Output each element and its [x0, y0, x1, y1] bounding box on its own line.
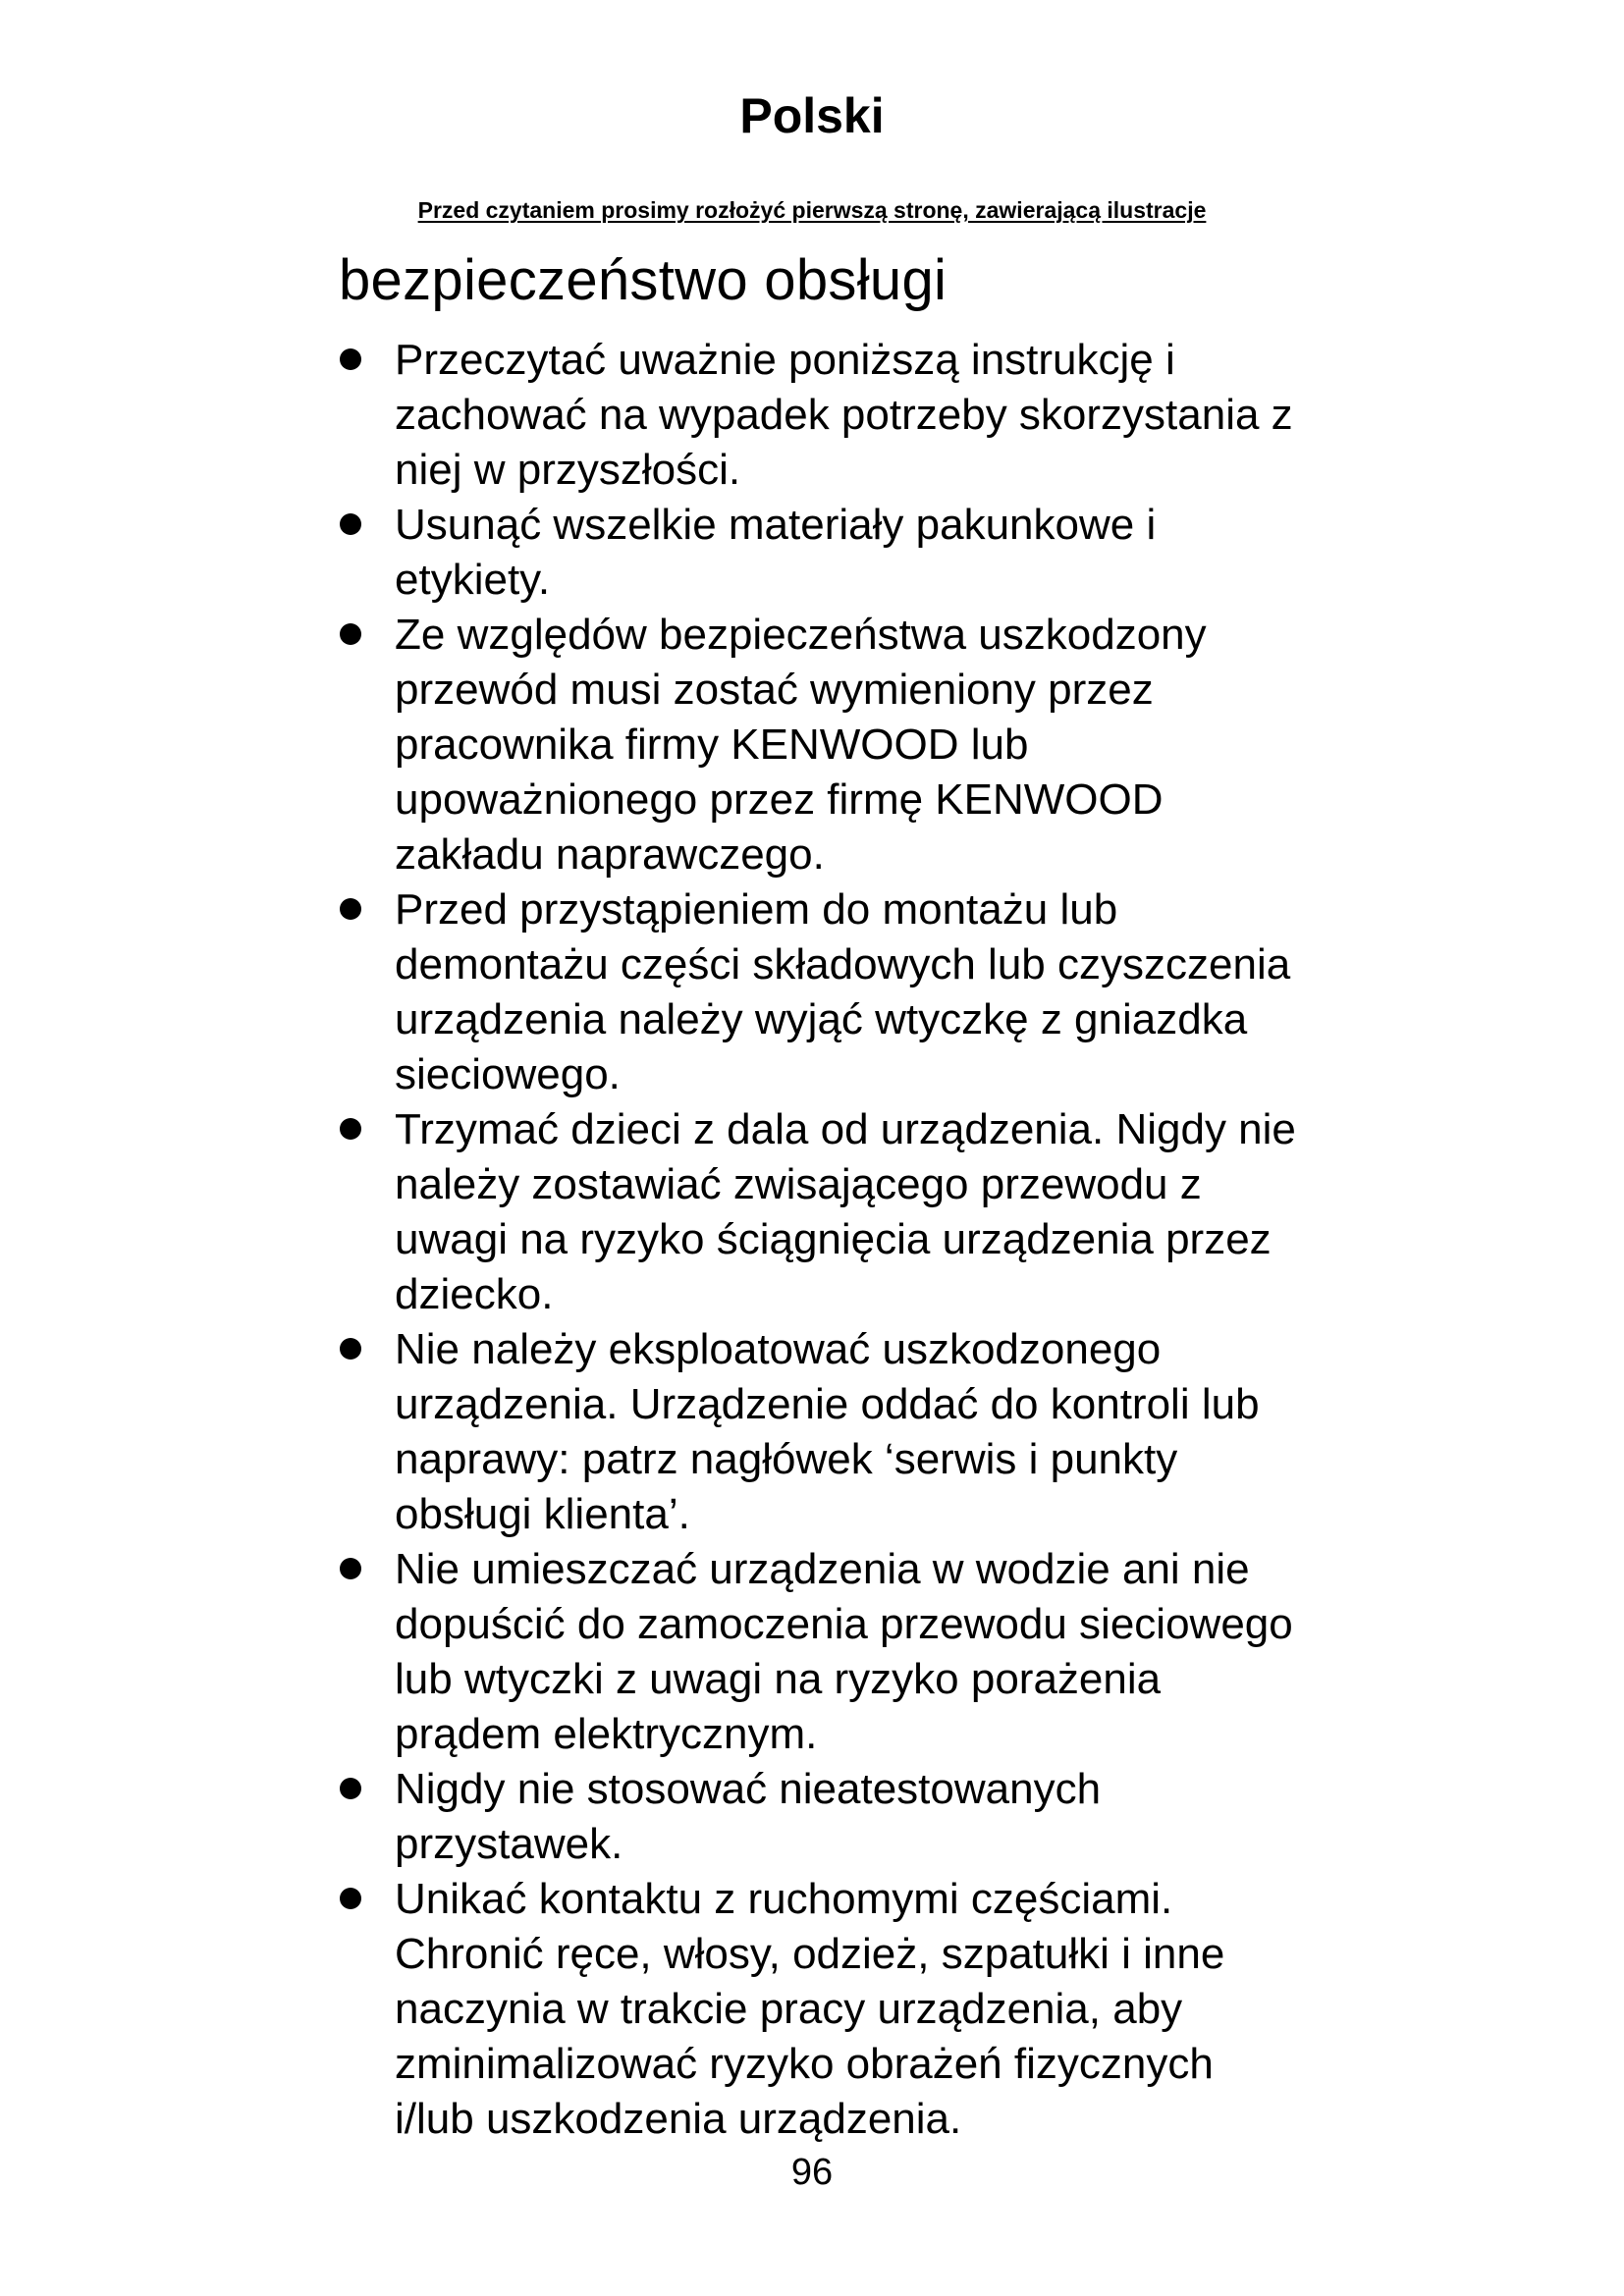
- page-language-heading: Polski: [739, 88, 885, 143]
- bullet-icon: [340, 623, 361, 645]
- list-item-text: Usunąć wszelkie materiały pakunkowe i etykiety.: [395, 501, 1157, 604]
- list-item-text: Przed przystąpieniem do montażu lub demontażu części składowych lub czyszczenia urządzenia należy wyjąć wtyczkę z gniazdka sieciowego.: [395, 885, 1291, 1098]
- section-title: bezpieczeństwo obsługi: [339, 248, 947, 312]
- bullet-icon: [340, 898, 361, 920]
- list-item: [0, 1322, 1298, 1542]
- list-item: [0, 1872, 1298, 2147]
- bullet-icon: [340, 513, 361, 535]
- list-item-text: Nigdy nie stosować nieatestowanych przystawek.: [395, 1765, 1102, 1868]
- list-item-text: Trzymać dzieci z dala od urządzenia. Nigdy nie należy zostawiać zwisającego przewodu z uwagi na ryzyko ściągnięcia urządzenia przez dziecko.: [395, 1105, 1296, 1318]
- bullet-icon: [340, 348, 361, 370]
- list-item: [0, 333, 1298, 498]
- bullet-icon: [340, 1888, 361, 1909]
- list-item-text: Przeczytać uważnie poniższą instrukcję i zachować na wypadek potrzeby skorzystania z niej w przyszłości.: [395, 336, 1293, 494]
- list-item: [0, 498, 1298, 608]
- list-item: [0, 1102, 1298, 1322]
- bullet-icon: [340, 1338, 361, 1360]
- bullet-icon: [340, 1558, 361, 1579]
- bullet-icon: [340, 1778, 361, 1799]
- page-number: 96: [790, 2152, 834, 2193]
- list-item-text: Nie należy eksploatować uszkodzonego urządzenia. Urządzenie oddać do kontroli lub naprawy: patrz nagłówek ‘serwis i punkty obsługi klienta’.: [395, 1325, 1260, 1538]
- safety-list: [0, 333, 1624, 2147]
- list-item-text: Unikać kontaktu z ruchomymi częściami. Chronić ręce, włosy, odzież, szpatułki i inne naczynia w trakcie pracy urządzenia, aby zminimalizować ryzyko obrażeń fizycznych i/lub uszkodzenia urządzenia.: [395, 1875, 1225, 2143]
- fold-out-note: Przed czytaniem prosimy rozłożyć pierwszą stronę, zawierającą ilustracje: [417, 197, 1207, 223]
- list-item: [0, 1762, 1298, 1872]
- list-item-text: Nie umieszczać urządzenia w wodzie ani nie dopuścić do zamoczenia przewodu sieciowego lub wtyczki z uwagi na ryzyko porażenia prądem elektrycznym.: [395, 1545, 1293, 1758]
- list-item: [0, 1542, 1298, 1762]
- list-item-text: Ze względów bezpieczeństwa uszkodzony przewód musi zostać wymieniony przez pracownika firmy KENWOOD lub upoważnionego przez firmę KENWOOD zakładu naprawczego.: [395, 611, 1207, 879]
- list-item: [0, 608, 1298, 882]
- bullet-icon: [340, 1118, 361, 1140]
- list-item: [0, 882, 1298, 1102]
